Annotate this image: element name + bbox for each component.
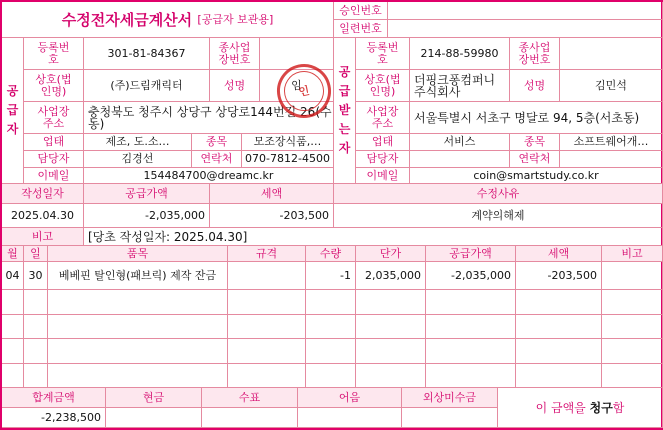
supplier-branch-label <box>210 38 260 70</box>
empty-cell <box>24 315 48 340</box>
buyer-addr: 서울특별시 서초구 명달로 94, 5층(서초동) <box>410 102 663 134</box>
empty-cell <box>356 364 426 389</box>
buyer-name-label-text: 상호(법인명) <box>364 72 401 98</box>
note-value: [당초 작성일자: 2025.04.30] <box>84 228 663 246</box>
empty-cell <box>516 339 602 364</box>
buyer-branch-label-text: 종사업장번호 <box>518 40 551 66</box>
title-text: 수정전자세금계산서 <box>61 10 193 29</box>
buyer-name-label <box>356 70 410 102</box>
credit-label: 외상미수금 <box>402 388 498 408</box>
buyer-contact <box>560 151 663 168</box>
supplier-ceo-label: 성명 <box>210 70 260 102</box>
col-month: 월 <box>2 246 24 262</box>
check-label: 수표 <box>202 388 298 408</box>
buyer-type: 서비스 <box>410 134 510 151</box>
supplier-contact-label: 연락처 <box>192 151 242 168</box>
claim-prefix: 이 금액을 <box>535 400 586 415</box>
empty-cell <box>426 364 516 389</box>
supplier-type-label: 업태 <box>24 134 84 151</box>
supplier-manager-label: 담당자 <box>24 151 84 168</box>
col-note: 비고 <box>602 246 663 262</box>
reason-value: 계약의해제 <box>334 204 663 228</box>
buyer-email-label: 이메일 <box>356 168 410 184</box>
row-spec <box>228 262 306 290</box>
empty-cell <box>356 315 426 340</box>
supplier-contact: 070-7812-4500 <box>242 151 334 168</box>
buyer-side-text: 공급받는자 <box>338 65 351 155</box>
supplier-item-label: 종목 <box>192 134 242 151</box>
buyer-addr-label-text: 사업장주소 <box>366 104 399 130</box>
empty-cell <box>306 364 356 389</box>
row-tax: -203,500 <box>516 262 602 290</box>
title-subtitle: [공급자 보관용] <box>197 12 274 26</box>
col-qty: 수량 <box>306 246 356 262</box>
note-label: 비고 <box>2 228 84 246</box>
row-qty: -1 <box>306 262 356 290</box>
empty-cell <box>516 315 602 340</box>
empty-cell <box>516 364 602 389</box>
supplier-branch-label-text: 종사업장번호 <box>218 40 251 66</box>
supplier-email-label: 이메일 <box>24 168 84 184</box>
supplier-side-label <box>2 38 24 184</box>
supplier-name-label-text: 상호(법인명) <box>35 72 72 98</box>
supplier-ceo: 임 <box>260 70 334 102</box>
serial-label: 일련번호 <box>334 20 388 38</box>
empty-cell <box>306 339 356 364</box>
supplier-reg-no: 301-81-84367 <box>84 38 210 70</box>
check-value <box>202 408 298 428</box>
empty-cell <box>306 315 356 340</box>
col-day: 일 <box>24 246 48 262</box>
empty-cell <box>228 364 306 389</box>
approval-label: 승인번호 <box>334 2 388 20</box>
tax-value: -203,500 <box>210 204 334 228</box>
buyer-type-label: 업태 <box>356 134 410 151</box>
empty-cell <box>602 339 663 364</box>
supplier-reg-label-text: 등록번호 <box>37 40 70 66</box>
empty-cell <box>602 364 663 389</box>
empty-cell <box>426 339 516 364</box>
date-value: 2025.04.30 <box>2 204 84 228</box>
empty-cell <box>24 364 48 389</box>
empty-cell <box>602 290 663 315</box>
buyer-item: 소프트웨어개… <box>560 134 663 151</box>
buyer-manager-label: 담당자 <box>356 151 410 168</box>
empty-cell <box>48 315 228 340</box>
row-month: 04 <box>2 262 24 290</box>
credit-value <box>402 408 498 428</box>
buyer-reg-label <box>356 38 410 70</box>
row-note <box>602 262 663 290</box>
empty-cell <box>24 339 48 364</box>
supply-value: -2,035,000 <box>84 204 210 228</box>
reason-label: 수정사유 <box>334 184 663 204</box>
col-unit: 단가 <box>356 246 426 262</box>
empty-cell <box>48 290 228 315</box>
empty-cell <box>228 315 306 340</box>
supplier-email: 154484700@dreamc.kr <box>84 168 334 184</box>
buyer-contact-label: 연락처 <box>510 151 560 168</box>
tax-label: 세액 <box>210 184 334 204</box>
supplier-reg-label <box>24 38 84 70</box>
empty-cell <box>48 339 228 364</box>
bill-label: 어음 <box>298 388 402 408</box>
supplier-side-text: 공급자 <box>6 84 19 136</box>
buyer-reg-no: 214-88-59980 <box>410 38 510 70</box>
empty-cell <box>426 290 516 315</box>
empty-cell <box>356 339 426 364</box>
empty-cell <box>2 364 24 389</box>
buyer-branch-label <box>510 38 560 70</box>
buyer-manager <box>410 151 510 168</box>
empty-cell <box>426 315 516 340</box>
empty-cell <box>356 290 426 315</box>
cash-label: 현금 <box>106 388 202 408</box>
empty-cell <box>516 290 602 315</box>
supplier-addr-label <box>24 102 84 134</box>
supply-label: 공급가액 <box>84 184 210 204</box>
buyer-addr-label <box>356 102 410 134</box>
empty-cell <box>228 290 306 315</box>
cash-value <box>106 408 202 428</box>
empty-cell <box>2 339 24 364</box>
approval-value <box>388 2 663 20</box>
empty-cell <box>602 315 663 340</box>
empty-cell <box>48 364 228 389</box>
supplier-addr: 충청북도 청주시 상당구 상당로144번길 26(수동) <box>84 102 334 134</box>
col-supply: 공급가액 <box>426 246 516 262</box>
col-tax: 세액 <box>516 246 602 262</box>
buyer-ceo-label: 성명 <box>510 70 560 102</box>
date-label: 작성일자 <box>2 184 84 204</box>
row-item-name: 베베핀 탈인형(패브릭) 제작 잔금 <box>48 262 228 290</box>
total-value: -2,238,500 <box>2 408 106 428</box>
row-supply: -2,035,000 <box>426 262 516 290</box>
empty-cell <box>228 339 306 364</box>
buyer-name: 더핑크퐁컴퍼니 주식회사 <box>410 70 510 102</box>
claim-text <box>498 388 663 428</box>
col-item: 품목 <box>48 246 228 262</box>
claim-suffix: 함 <box>612 400 625 415</box>
col-spec: 규격 <box>228 246 306 262</box>
empty-cell <box>2 315 24 340</box>
buyer-side-label <box>334 38 356 184</box>
empty-cell <box>24 290 48 315</box>
row-day: 30 <box>24 262 48 290</box>
supplier-type: 제조, 도.소… <box>84 134 192 151</box>
empty-cell <box>306 290 356 315</box>
supplier-addr-label-text: 사업장주소 <box>37 104 70 130</box>
buyer-reg-label-text: 등록번호 <box>366 40 399 66</box>
buyer-email: coin@smartstudy.co.kr <box>410 168 663 184</box>
supplier-manager: 김경선 <box>84 151 192 168</box>
supplier-name-label <box>24 70 84 102</box>
supplier-name: (주)드림캐릭터 <box>84 70 210 102</box>
supplier-item: 모조장식품,… <box>242 134 334 151</box>
claim-word: 청구 <box>589 400 613 415</box>
serial-value <box>388 20 663 38</box>
buyer-item-label: 종목 <box>510 134 560 151</box>
seal-text: 인 <box>297 84 311 99</box>
buyer-ceo: 김민석 <box>560 70 663 102</box>
invoice-title <box>2 2 334 38</box>
empty-cell <box>2 290 24 315</box>
total-label: 합계금액 <box>2 388 106 408</box>
bill-value <box>298 408 402 428</box>
row-unit: 2,035,000 <box>356 262 426 290</box>
buyer-branch-no <box>560 38 663 70</box>
